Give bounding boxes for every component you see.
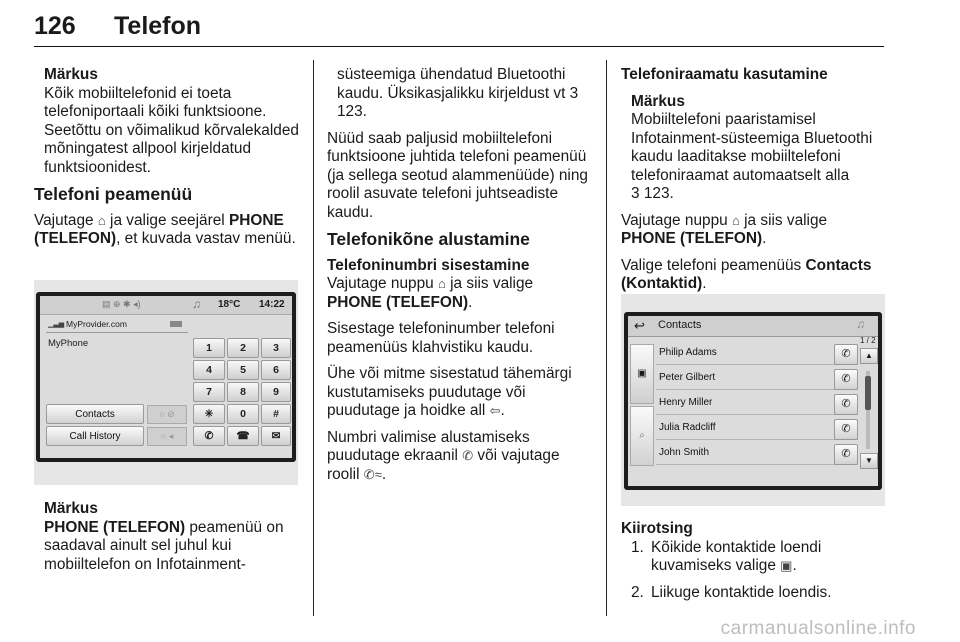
home-icon: ⌂	[97, 212, 106, 228]
phone-name: MyPhone	[48, 338, 89, 349]
paragraph: Nüüd saab paljusid mobiiltelefoni funktsioone juhtida telefoni peamenüü (ja sellega seotud alammenüüde) ning roolil asuvate telefoni juhtseadiste kaudu.	[327, 129, 588, 221]
provider-name: MyProvider.com	[66, 319, 127, 329]
section-heading: Telefonikõne alustamine	[327, 229, 530, 249]
contacts-list-icon: ▣	[780, 558, 793, 573]
note-box	[34, 66, 302, 177]
call-history-button[interactable]: Call History	[46, 426, 144, 446]
paragraph: Ühe või mitme sisestatud tähemärgi kustutamiseks puudutage või puudutage ja hoidke all ⇦.	[327, 365, 572, 419]
battery-icon	[170, 321, 182, 327]
signal-icon: ▁▃▅	[48, 321, 65, 328]
note-text: PHONE (TELEFON) peamenüü on saadaval ainult sel juhul kui mobiiltelefon on Infotainment-	[44, 518, 284, 573]
key-5[interactable]: 5	[227, 360, 259, 380]
page-indicator: 1 / 2	[860, 336, 876, 345]
contacts-screen-image	[621, 294, 885, 506]
note-heading: Märkus	[44, 500, 98, 517]
steering-phone-icon: ✆≈	[363, 466, 382, 482]
page-number: 126	[34, 12, 76, 40]
clock: 14:22	[259, 299, 285, 310]
list-item[interactable]: Henry Miller ✆	[656, 394, 858, 415]
key-3[interactable]: 3	[261, 338, 291, 358]
call-icon: ✆	[462, 448, 474, 463]
paragraph: Sisestage telefoninumber telefoni peamenüüs klahvistiku kaudu.	[327, 320, 555, 356]
home-icon: ⌂	[731, 212, 740, 228]
subheading: Telefoniraamatu kasutamine	[621, 66, 828, 83]
scroll-down-icon[interactable]: ▼	[860, 453, 878, 469]
key-9[interactable]: 9	[261, 382, 291, 402]
music-icon: ♫	[192, 297, 201, 311]
subheading: Telefoninumbri sisestamine	[327, 256, 530, 274]
scrollbar-thumb[interactable]	[865, 376, 871, 410]
key-8[interactable]: 8	[227, 382, 259, 402]
paragraph: Vajutage ⌂ ja valige seejärel PHONE (TELEFON), et kuvada vastav menüü.	[34, 211, 296, 247]
search-icon[interactable]: ⌕	[630, 406, 654, 466]
step-list	[621, 539, 883, 603]
phone-screen-image: ▤ ⊕ ✱ ◂) ♫ 18°C 14:22 ▁▃▅ MyProvider.com MyPhone 1 2 3 4 5 6 7 8 9 ✳ 0 # ✆ ☎ ✉ Contacts Call History ○ ⊘ ○ ◂	[34, 280, 298, 485]
key-7[interactable]: 7	[193, 382, 225, 402]
key-4[interactable]: 4	[193, 360, 225, 380]
note-text: Kõik mobiiltelefonid ei toeta telefoniportaali kõiki funktsioone. Seetõttu on võimalikud kõrvalekalded mõningatest allpool kirjeldatud funktsioonidest.	[44, 84, 299, 176]
call-icon: ✆	[834, 419, 858, 440]
list-item[interactable]: Julia Radcliff ✆	[656, 419, 858, 440]
note-text: Mobiiltelefoni paaristamisel Infotainment-süsteemiga Bluetoothi kaudu laaditakse mobiiltelefoni telefoniraamat automaatselt alla 3 123.	[631, 111, 873, 202]
call-icon: ✆	[834, 369, 858, 390]
note-heading: Märkus	[44, 66, 98, 83]
back-icon[interactable]: ↩	[634, 318, 645, 333]
temperature: 18°C	[218, 299, 241, 310]
list-item: 2. Liikuge kontaktide loendis.	[631, 583, 832, 601]
list-item[interactable]: Philip Adams ✆	[656, 344, 858, 365]
scroll-up-icon[interactable]: ▲	[860, 348, 878, 364]
backspace-icon: ⇦	[489, 403, 501, 418]
paragraph: Valige telefoni peamenüüs Contacts (Kontaktid).	[621, 256, 872, 292]
key-2[interactable]: 2	[227, 338, 259, 358]
call-icon: ✆	[834, 394, 858, 415]
watermark: carmanualsonline.info	[720, 618, 916, 639]
note-box	[34, 500, 302, 574]
subheading: Kiirotsing	[621, 520, 693, 537]
message-key-icon[interactable]: ✉	[261, 426, 291, 446]
column-2	[327, 66, 592, 492]
section-title: Telefon	[114, 12, 202, 40]
page-reference[interactable]: 3 123.	[631, 185, 674, 202]
home-icon: ⌂	[437, 276, 446, 291]
page-reference[interactable]: 3 123.	[337, 84, 579, 120]
column-divider	[606, 60, 607, 616]
key-6[interactable]: 6	[261, 360, 291, 380]
column-divider	[313, 60, 314, 616]
list-item[interactable]: Peter Gilbert ✆	[656, 369, 858, 390]
call-key-icon[interactable]: ✆	[193, 426, 225, 446]
note-heading: Märkus	[631, 92, 685, 110]
list-item: 1. Kõikide kontaktide loendi kuvamiseks valige ▣.	[631, 538, 822, 574]
section-heading: Telefoni peamenüü	[34, 184, 193, 204]
paragraph: Vajutage nuppu ⌂ ja siis valige PHONE (TELEFON).	[327, 275, 534, 311]
column-3	[621, 66, 883, 302]
key-star[interactable]: ✳	[193, 404, 225, 424]
key-0[interactable]: 0	[227, 404, 259, 424]
contacts-button[interactable]: Contacts	[46, 404, 144, 424]
key-hash[interactable]: #	[261, 404, 291, 424]
paragraph: süsteemiga ühendatud Bluetoothi kaudu. Üksikasjalikku kirjeldust vt 3 123.	[337, 66, 579, 120]
page-header	[34, 6, 884, 47]
column-3-continued	[621, 520, 883, 610]
note-box	[621, 93, 883, 204]
mute-mic-icon[interactable]: ○ ⊘	[147, 405, 187, 424]
paragraph: Vajutage nuppu ⌂ ja siis valige PHONE (TELEFON).	[621, 211, 828, 247]
list-item[interactable]: John Smith ✆	[656, 444, 858, 465]
screen-title: Contacts	[658, 319, 702, 331]
speaker-icon[interactable]: ○ ◂	[147, 427, 187, 446]
call-icon: ✆	[834, 344, 858, 365]
paragraph: Numbri valimise alustamiseks puudutage ekraanil ✆ või vajutage roolil ✆≈.	[327, 428, 560, 483]
hangup-key-icon[interactable]: ☎	[227, 426, 259, 446]
contacts-list-icon[interactable]: ▣	[630, 344, 654, 404]
key-1[interactable]: 1	[193, 338, 225, 358]
column-1-continued	[34, 500, 302, 582]
column-1	[34, 66, 302, 257]
call-icon: ✆	[834, 444, 858, 465]
music-icon: ♫	[856, 317, 865, 331]
